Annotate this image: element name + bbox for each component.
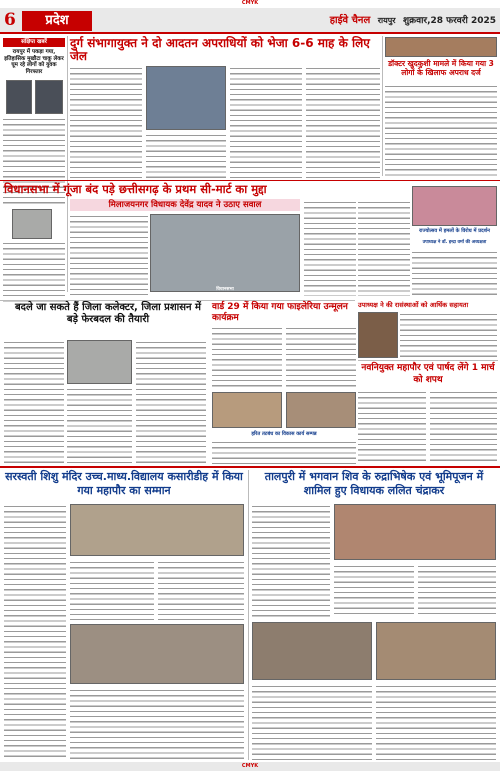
story10-text-col1 bbox=[252, 504, 330, 618]
story7-text-col3 bbox=[212, 440, 356, 464]
cmyk-mark-top: CMYK bbox=[241, 0, 259, 6]
story10-text-col2 bbox=[334, 564, 414, 618]
story6-headline: बदले जा सकते हैं जिला कलेक्टर, जिला प्रशासन में बड़े फेरबदल की तैयारी bbox=[14, 302, 202, 325]
brief-headline-line2: चाकू लेकर घूम रहे लोगों को bbox=[11, 55, 64, 68]
story11-subhead: हरित तटबंध का विकास कार्य सम्पन्न bbox=[251, 431, 317, 437]
bottom-center-rule bbox=[248, 470, 249, 760]
story8-text-col2 bbox=[430, 390, 497, 464]
story1-text-col4 bbox=[306, 66, 380, 178]
story6-text-col2 bbox=[67, 387, 132, 464]
story10-text-col3 bbox=[418, 564, 496, 618]
story10-headline: तालपुरी में भगवान शिव के रुद्राभिषेक एवं भूमिपूजन में शामिल हुए विधायक ललित चंद्राकर bbox=[264, 470, 484, 497]
story3-text-col1 bbox=[70, 214, 148, 298]
brief-photo-3 bbox=[12, 209, 52, 239]
masthead-city: रायपुर bbox=[377, 16, 396, 25]
masthead-date: शुक्रवार,28 फरवरी 2025 bbox=[403, 16, 496, 26]
rule-story3-top bbox=[0, 180, 500, 181]
story1-text-col2 bbox=[146, 133, 226, 178]
brief-photo-1 bbox=[6, 80, 32, 114]
story7-photo-1 bbox=[212, 392, 282, 428]
story7-photo-2 bbox=[286, 392, 356, 428]
story2-text bbox=[385, 84, 497, 176]
brief-text-2 bbox=[3, 241, 65, 303]
story4-photo bbox=[412, 186, 497, 226]
story5-text bbox=[400, 312, 497, 358]
story9-text-col4 bbox=[70, 688, 244, 760]
story4-subhead: उपाध्यक्ष ने डॉ. इन्द्रा वर्मा की अध्यक्षता bbox=[422, 240, 487, 245]
story3-subhead: मिलाजयनगर विधायक देवेंद्र यादव ने उठाए सवाल bbox=[70, 199, 300, 211]
story6-text-col1 bbox=[4, 340, 64, 464]
story2-photo bbox=[385, 37, 497, 57]
story1-photo bbox=[146, 66, 226, 130]
story4-text bbox=[412, 250, 497, 298]
brief-headline-line3: युवक गिरफ्तार bbox=[25, 62, 57, 75]
cmyk-mark-bottom: CMYK bbox=[241, 763, 259, 769]
story7-headline: वार्ड 29 में किया गया फाइलेरिया उन्मूलन कार्यक्रम bbox=[212, 302, 348, 323]
story3-text-col3 bbox=[358, 200, 410, 296]
section-title: प्रदेश bbox=[22, 11, 92, 31]
story5-photo bbox=[358, 312, 398, 358]
story9-text-col2 bbox=[70, 560, 154, 620]
story10-photo-1 bbox=[334, 504, 496, 560]
story8-headline: नवनियुक्त महापौर एवं पार्षद लेंगे 1 मार्च को शपथ bbox=[361, 363, 495, 385]
brief-photo-2 bbox=[35, 80, 63, 114]
story3-photo-vidhansabha bbox=[150, 214, 300, 292]
briefs-tag: संक्षिप्त खबरें bbox=[3, 38, 65, 47]
story9-text-col1 bbox=[4, 504, 66, 760]
story1-text-col3 bbox=[230, 66, 302, 178]
story3-text-col2 bbox=[304, 200, 356, 296]
left-column-rule bbox=[67, 36, 68, 292]
right-column-rule bbox=[382, 36, 383, 176]
story7-text-col1 bbox=[212, 326, 282, 390]
story5-headline: उपाध्यक्ष ने की रासंस्थाओं को आर्थिक सहायता bbox=[358, 301, 469, 309]
story9-photo-2 bbox=[70, 624, 244, 684]
story9-text-col3 bbox=[158, 560, 244, 620]
story6-text-col3 bbox=[136, 340, 206, 464]
rule-story8-top bbox=[358, 360, 498, 361]
story3-photo-caption: विधानसभा bbox=[216, 287, 234, 292]
story1-text-col1 bbox=[70, 66, 142, 178]
brief-headline bbox=[3, 49, 65, 75]
paper-name: हाईवे चैनल bbox=[329, 15, 371, 26]
story10-photo-2 bbox=[252, 622, 372, 680]
story7-text-col2 bbox=[286, 326, 356, 390]
story8-text-col1 bbox=[358, 390, 426, 464]
story9-headline: सरस्वती शिशु मंदिर उच्च.माध्य.विद्यालय कसारीडीह में किया गया महापौर का सम्मान bbox=[5, 470, 243, 497]
rule-bottom-section bbox=[0, 466, 500, 468]
story10-text-col4 bbox=[252, 684, 372, 760]
brief-headline-line1: रायपुर में पकड़ा गया, इतिहासिक मुखौटा bbox=[4, 49, 56, 62]
story2-headline: डॉक्टर खुदकुशी मामले में किया गया 3 लोगों के खिलाफ अपराध दर्ज bbox=[388, 59, 494, 77]
story9-photo-1 bbox=[70, 504, 244, 556]
story6-photo bbox=[67, 340, 132, 384]
story10-photo-3 bbox=[376, 622, 496, 680]
rule-story6-top bbox=[0, 300, 355, 301]
story3-headline: विधानसभा में गूंजा बंद पड़े छत्तीसगढ़ के प्रथम सी-मार्ट का मुद्दा bbox=[4, 182, 267, 196]
story10-text-col5 bbox=[376, 684, 496, 760]
story1-headline: दुर्ग संभागायुक्त ने दो आदतन अपराधियों को भेजा 6-6 माह के लिए जेल bbox=[70, 36, 370, 63]
page-number: 6 bbox=[4, 10, 16, 30]
masthead bbox=[300, 12, 496, 30]
story4-headline: राज्योत्सव में हमलों के विरोध में प्रदर्शन bbox=[419, 228, 490, 234]
